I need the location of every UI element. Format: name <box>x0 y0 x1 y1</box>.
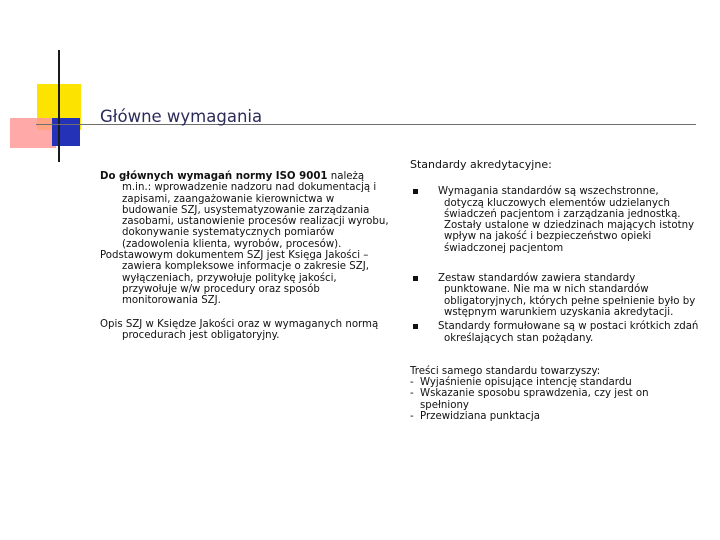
iso-intro-rest: należą m.in.: wprowadzenie nadzoru nad dokumentacją i zapisami, zaangażowanie kierownictwa w budowanie SZJ, usystematyzowanie zarządzania zasobami, ustanowienie procesów realizacji wyrobu, dokonywanie systematycznych pomiarów (zadowolenia klienta, wyrobów, procesów). <box>122 171 389 250</box>
quality-book-paragraph: Podstawowym dokumentem SZJ jest Księga Jakości – zawiera kompleksowe informacje o zakresie SZJ, wyłączeniach, przywołuje politykę jakości, przywołuje w/w procedury oraz sposób monitorowania SZJ. <box>100 250 369 307</box>
decor-pink-square <box>10 118 56 148</box>
standards-heading: Standardy akredytacyjne: <box>410 158 552 171</box>
list-item <box>410 411 700 422</box>
list-item <box>410 377 700 388</box>
contents-item-text: Wskazanie sposobu sprawdzenia, czy jest on spełniony <box>420 388 649 411</box>
contents-item-text: Wyjaśnienie opisujące intencję standardu <box>420 377 632 389</box>
decor-blue-square <box>52 118 80 146</box>
dash-marker: - <box>410 411 414 423</box>
contents-item-text: Przewidziana punktacja <box>420 411 540 423</box>
bullet-square-icon <box>410 186 438 254</box>
obligatory-paragraph: Opis SZJ w Księdze Jakości oraz w wymaganych normą procedurach jest obligatoryjny. <box>100 318 379 341</box>
dash-marker: - <box>410 377 414 389</box>
bullet-text: Wymagania standardów są wszechstronne, dotyczą kluczowych elementów udzielanych świadczeń pacjentom i zarządzania jednostką. Zostały ustalone w dziedzinach mających istotny wpływ na jakość i bezpieczeństwo opieki świadczonej pacjentom <box>438 186 695 254</box>
dash-marker: - <box>410 388 414 400</box>
bullet-text: Zestaw standardów zawiera standardy punktowane. Nie ma w nich standardów obligatoryjnych, których pełne spełnienie było by wstępnym warunkiem uzyskania akredytacji. <box>438 273 696 318</box>
decor-vertical-line <box>58 50 60 162</box>
bullet-text: Standardy formułowane są w postaci krótkich zdań określających stan pożądany. <box>438 321 699 344</box>
left-column <box>100 171 390 341</box>
slide-title: Główne wymagania <box>100 107 263 126</box>
list-item <box>410 388 700 411</box>
bullet-square-icon <box>410 321 438 344</box>
iso-intro-bold: Do głównych wymagań normy ISO 9001 <box>100 171 328 182</box>
list-item <box>410 273 700 318</box>
contents-heading: Treści samego standardu towarzyszy: <box>410 365 601 377</box>
right-column <box>410 159 700 422</box>
list-item <box>410 186 700 254</box>
bullet-square-icon <box>410 273 438 318</box>
iso-requirements-paragraph <box>100 171 390 250</box>
list-item <box>410 321 700 344</box>
